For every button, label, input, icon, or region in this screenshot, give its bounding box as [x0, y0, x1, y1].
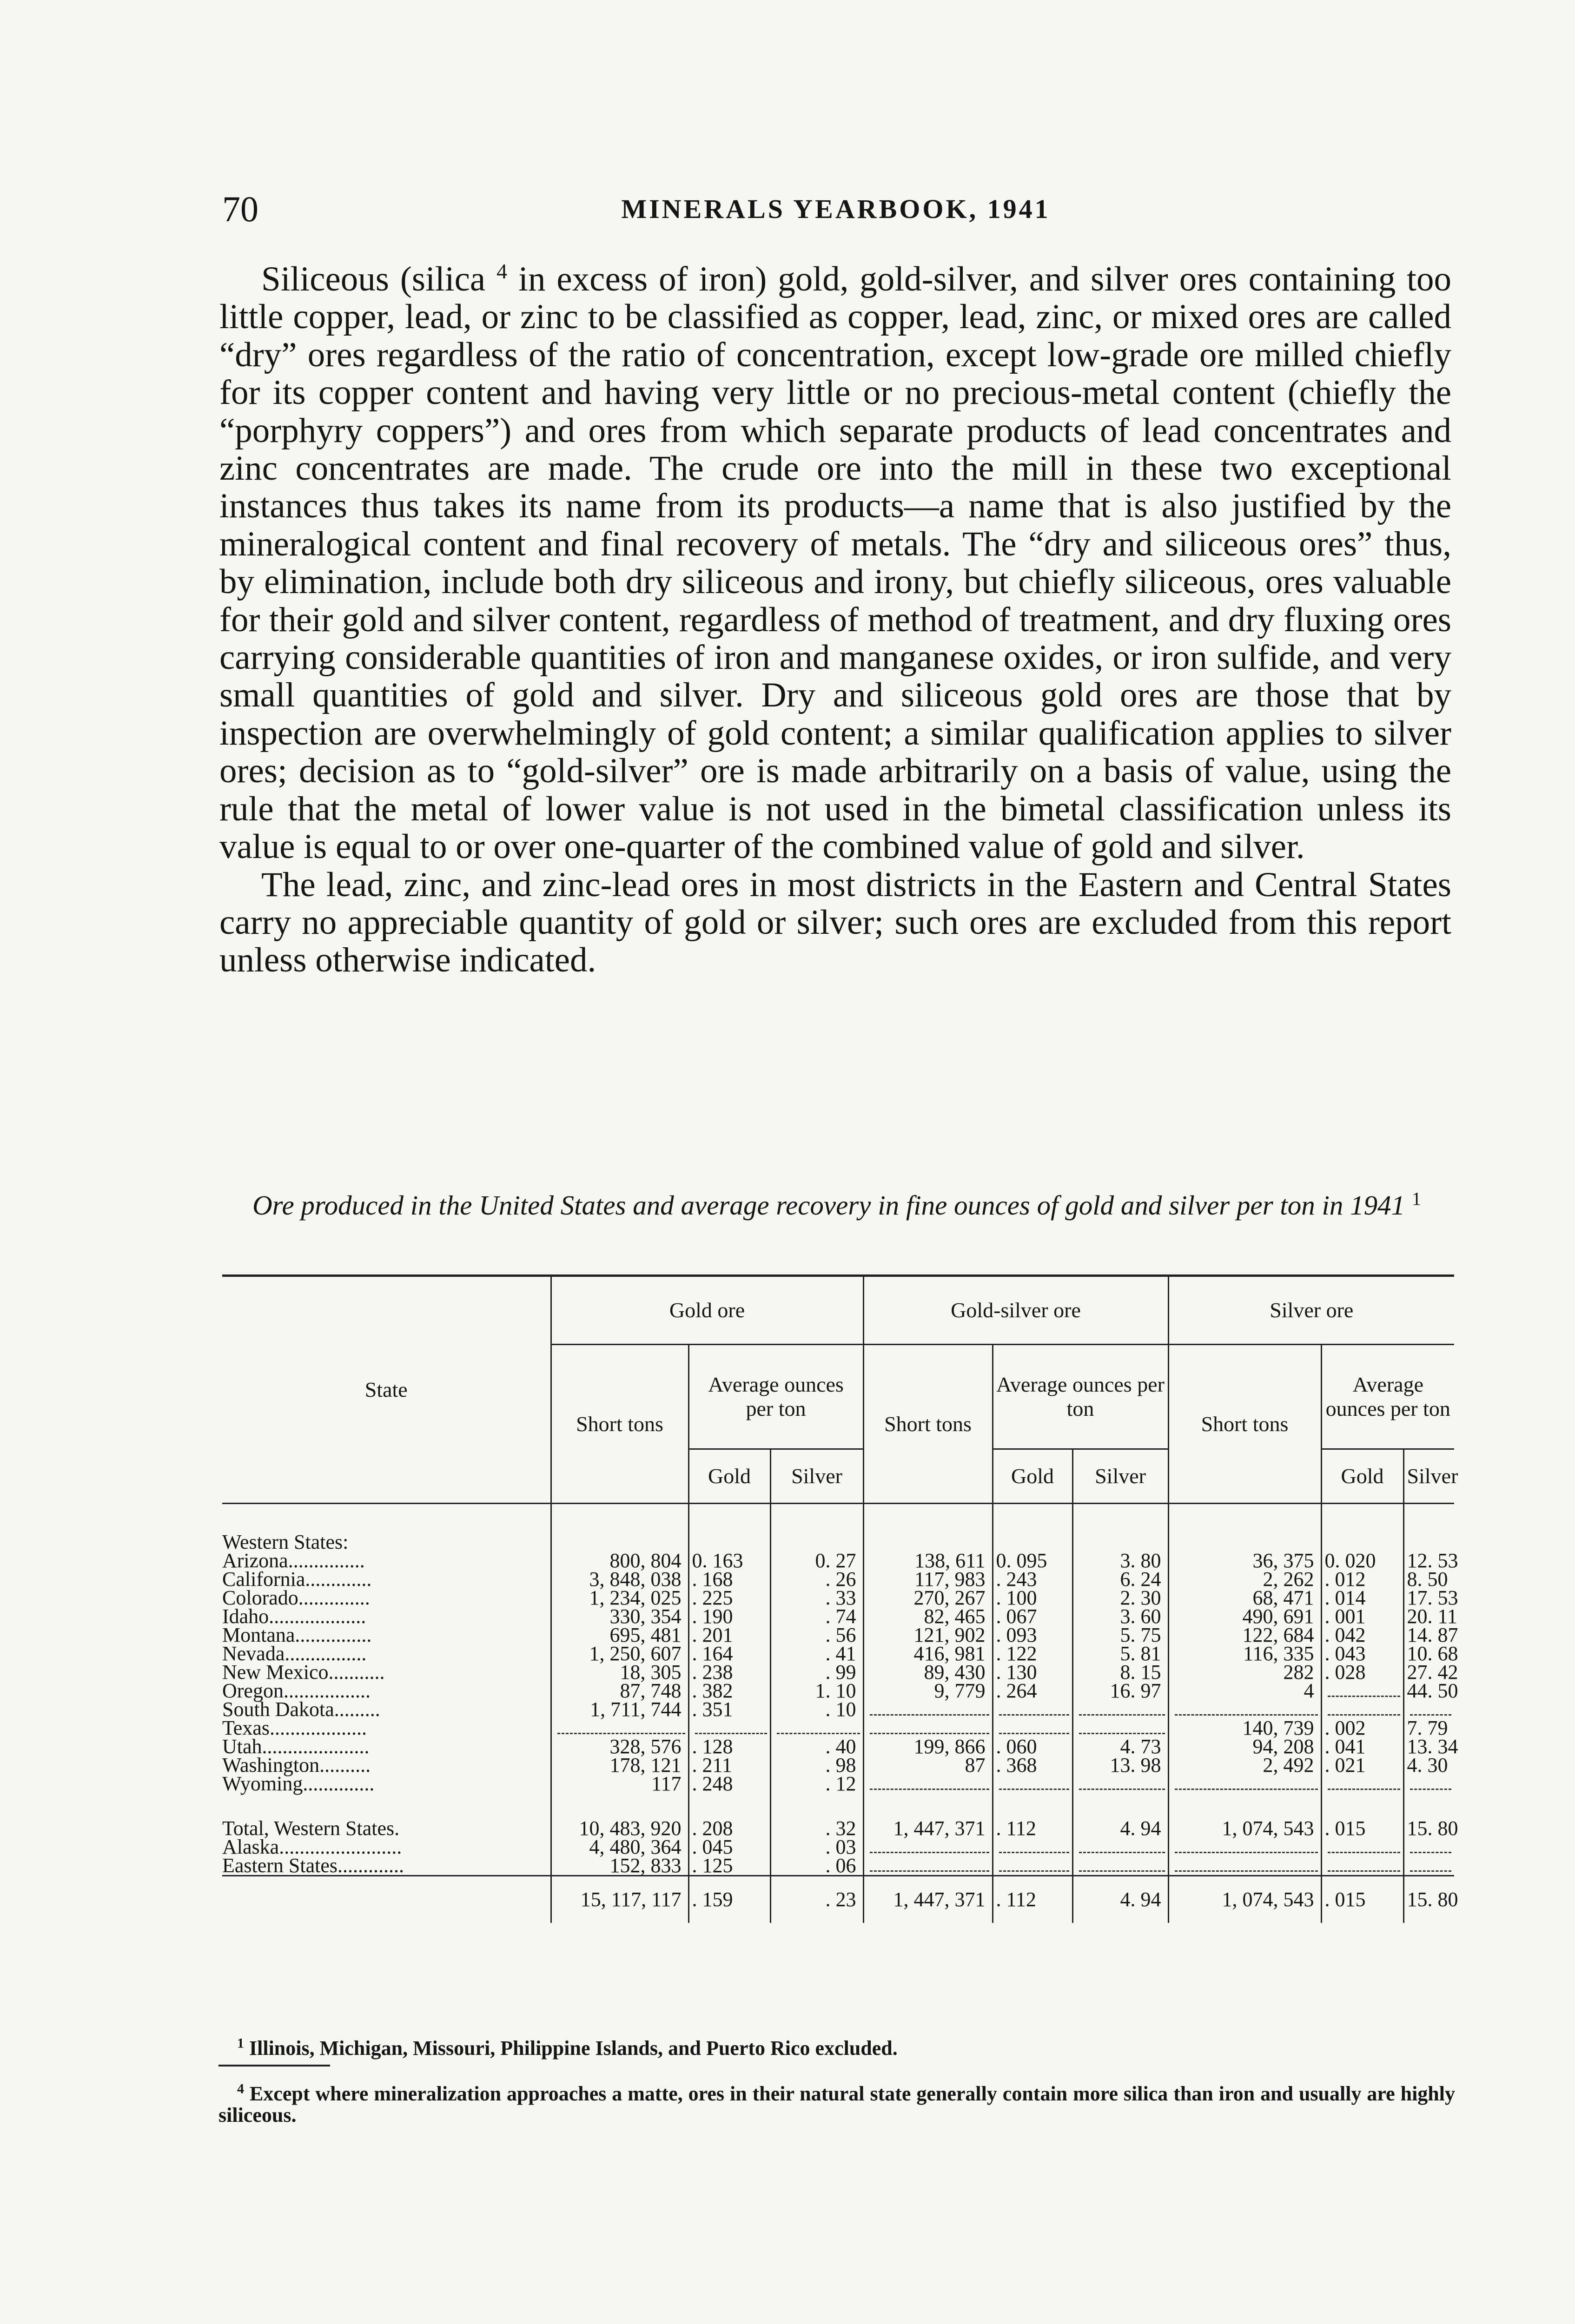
- header-gold-average: Average ounces per ton: [688, 1345, 863, 1449]
- value-cell: 16. 97: [1072, 1682, 1168, 1700]
- value-cell: 1, 447, 371: [863, 1819, 993, 1838]
- table-row: [222, 1756, 1454, 1775]
- value-cell: 3. 60: [1072, 1607, 1168, 1626]
- value-cell: [1168, 1838, 1321, 1856]
- running-title: MINERALS YEARBOOK, 1941: [621, 194, 1051, 224]
- value-cell: 0. 163: [688, 1552, 770, 1570]
- state-name: Nevada: [222, 1642, 285, 1665]
- value-cell: . 012: [1321, 1570, 1403, 1589]
- value-cell: [993, 1775, 1072, 1793]
- state-cell: [222, 1819, 551, 1838]
- value-cell: . 99: [770, 1663, 863, 1682]
- leader-dots: ...............: [288, 1549, 365, 1572]
- value-cell: 4, 480, 364: [551, 1838, 688, 1856]
- value-cell: [993, 1700, 1072, 1719]
- state-cell: [222, 1679, 551, 1702]
- empty-dash: [999, 1704, 1069, 1716]
- value-cell: . 125: [688, 1856, 770, 1876]
- empty-dash: [999, 1723, 1069, 1734]
- table-row: [222, 1819, 1454, 1838]
- header-silver-silver: Silver: [1403, 1449, 1454, 1504]
- value-cell: . 128: [688, 1737, 770, 1756]
- value-cell: 4: [1168, 1682, 1321, 1700]
- value-cell: [1072, 1838, 1168, 1856]
- value-cell: [1321, 1682, 1403, 1700]
- value-cell: . 060: [993, 1737, 1072, 1756]
- empty-dash: [1175, 1704, 1318, 1716]
- value-cell: 1, 250, 607: [551, 1644, 688, 1663]
- table-row: [222, 1856, 1454, 1876]
- leader-dots: ...........: [328, 1661, 385, 1684]
- value-cell: 20. 11: [1403, 1607, 1454, 1626]
- value-cell: [863, 1856, 993, 1876]
- value-cell: . 368: [993, 1756, 1072, 1775]
- value-cell: . 382: [688, 1682, 770, 1700]
- value-cell: 3. 80: [1072, 1552, 1168, 1570]
- group-row: [222, 1530, 1454, 1552]
- empty-dash: [1328, 1685, 1400, 1697]
- leader-dots: ..........: [319, 1754, 371, 1776]
- value-cell: [1321, 1700, 1403, 1719]
- value-cell: . 168: [688, 1570, 770, 1589]
- empty-dash: [777, 1723, 860, 1734]
- value-cell: . 351: [688, 1700, 770, 1719]
- value-cell: 695, 481: [551, 1626, 688, 1644]
- value-cell: [1168, 1700, 1321, 1719]
- empty-dash: [1328, 1860, 1400, 1872]
- page-header: [222, 184, 1449, 235]
- value-cell: [1321, 1838, 1403, 1856]
- value-cell: 6. 24: [1072, 1570, 1168, 1589]
- empty-dash: [1328, 1704, 1400, 1716]
- value-cell: 13. 34: [1403, 1737, 1454, 1756]
- value-cell: [1403, 1700, 1454, 1719]
- value-cell: 10. 68: [1403, 1644, 1454, 1663]
- state-cell: [222, 1626, 551, 1644]
- empty-dash: [1079, 1860, 1165, 1872]
- value-cell: 140, 739: [1168, 1719, 1321, 1737]
- header-state: State: [222, 1276, 551, 1504]
- empty-dash: [870, 1723, 989, 1734]
- ore-production-table: [222, 1274, 1458, 1923]
- empty-dash: [870, 1704, 989, 1716]
- state-name: New Mexico: [222, 1661, 329, 1684]
- table-row: [222, 1663, 1454, 1682]
- value-cell: . 06: [770, 1856, 863, 1876]
- value-cell: [688, 1719, 770, 1737]
- state-cell: [222, 1719, 551, 1737]
- header-gold-silver-ore: Gold-silver ore: [863, 1276, 1168, 1345]
- page-number: 70: [222, 189, 258, 229]
- paragraph-eastern-states: The lead, zinc, and zinc-lead ores in most districts in the Eastern and Central States carry no appreciable quantity of gold or silver; such ores are excluded from this report unless otherwise indicated.: [219, 865, 1451, 980]
- value-cell: 87: [863, 1756, 993, 1775]
- value-cell: 1, 074, 543: [1168, 1819, 1321, 1838]
- value-cell: 0. 020: [1321, 1552, 1403, 1570]
- value-cell: 7. 79: [1403, 1719, 1454, 1737]
- value-cell: 8. 15: [1072, 1663, 1168, 1682]
- empty-dash: [1410, 1860, 1452, 1872]
- table-row: [222, 1607, 1454, 1626]
- value-cell: . 041: [1321, 1737, 1403, 1756]
- empty-dash: [1328, 1778, 1400, 1790]
- value-cell: . 100: [993, 1589, 1072, 1607]
- value-cell: . 042: [1321, 1626, 1403, 1644]
- value-cell: . 98: [770, 1756, 863, 1775]
- value-cell: [770, 1719, 863, 1737]
- table-caption: [218, 1188, 1455, 1222]
- value-cell: . 201: [688, 1626, 770, 1644]
- value-cell: . 122: [993, 1644, 1072, 1663]
- value-cell: [1168, 1856, 1321, 1876]
- value-cell: [1072, 1856, 1168, 1876]
- state-cell: [222, 1737, 551, 1756]
- empty-dash: [999, 1778, 1069, 1790]
- value-cell: [1321, 1856, 1403, 1876]
- header-gs-silver: Silver: [1072, 1449, 1168, 1504]
- value-cell: 10, 483, 920: [551, 1819, 688, 1838]
- value-cell: . 33: [770, 1589, 863, 1607]
- caption-text: Ore produced in the United States and average recovery in fine ounces of gold and silver per ton in 1941: [252, 1190, 1405, 1221]
- value-cell: . 248: [688, 1775, 770, 1793]
- leader-dots: ...............: [295, 1624, 372, 1646]
- empty-dash: [870, 1860, 989, 1872]
- value-cell: 5. 75: [1072, 1626, 1168, 1644]
- value-cell: 27. 42: [1403, 1663, 1454, 1682]
- footnote-4: [218, 2083, 1455, 2126]
- value-cell: . 112: [993, 1819, 1072, 1838]
- state-cell: [222, 1586, 551, 1609]
- table-row: [222, 1838, 1454, 1856]
- value-cell: 178, 121: [551, 1756, 688, 1775]
- value-cell: 1, 447, 371: [863, 1876, 993, 1923]
- value-cell: [1403, 1856, 1454, 1876]
- footnote-marker: 4: [237, 2081, 244, 2097]
- table-row: [222, 1775, 1454, 1793]
- body-text: [219, 260, 1451, 979]
- state-name: Total, Western States: [222, 1817, 395, 1840]
- value-cell: 15. 80: [1403, 1876, 1454, 1923]
- value-cell: 82, 465: [863, 1607, 993, 1626]
- header-gold-gold: Gold: [688, 1449, 770, 1504]
- caption-footnote-ref[interactable]: 1: [1411, 1188, 1421, 1209]
- value-cell: 94, 208: [1168, 1737, 1321, 1756]
- value-cell: . 211: [688, 1756, 770, 1775]
- value-cell: . 015: [1321, 1876, 1403, 1923]
- value-cell: . 26: [770, 1570, 863, 1589]
- value-cell: . 264: [993, 1682, 1072, 1700]
- value-cell: 117, 983: [863, 1570, 993, 1589]
- value-cell: 117: [551, 1775, 688, 1793]
- header-gs-gold: Gold: [993, 1449, 1072, 1504]
- value-cell: 152, 833: [551, 1856, 688, 1876]
- value-cell: 87, 748: [551, 1682, 688, 1700]
- value-cell: 15, 117, 117: [551, 1876, 688, 1923]
- value-cell: . 74: [770, 1607, 863, 1626]
- paragraph-siliceous-ores: [219, 260, 1451, 866]
- state-cell: [222, 1549, 551, 1572]
- value-cell: . 015: [1321, 1819, 1403, 1838]
- empty-dash: [695, 1723, 767, 1734]
- value-cell: . 10: [770, 1700, 863, 1719]
- paragraph-text: in excess of iron) gold, gold-silver, and silver ores containing too little copper, lead, or zinc to be classified as copper, lead, zinc, or mixed ores are called “dry” ores regardless of the ratio of concentration, except low-grade ore milled chiefly for its copper content and having very little or no precious-metal content (chiefly the “porphyry coppers”) and ores from which separate products of lead concentrates and zinc concentrates are made. The crude ore into the mill in these two exceptional instances thus takes its name from its products—a name that is also justified by the mineralogical content and final recovery of metals. The “dry and siliceous ores” thus, by elimination, include both dry siliceous and irony, but chiefly siliceous, ores valuable for their gold and silver content, regardless of method of treatment, and dry fluxing ores carrying considerable quantities of iron and manganese oxides, or iron sulfide, and very small quantities of gold and silver. Dry and siliceous gold ores are those that by inspection are overwhelmingly of gold content; a similar qualification applies to silver ores; decision as to “gold-silver” ore is made arbitrarily on a basis of value, using the rule that the metal of lower value is not used in the bimetal classification unless its value is equal to or over one-quarter of the combined value of gold and silver.: [219, 260, 1451, 866]
- empty-dash: [1175, 1842, 1318, 1853]
- state-name: Eastern States: [222, 1854, 338, 1877]
- value-cell: . 021: [1321, 1756, 1403, 1775]
- empty-dash: [1410, 1778, 1452, 1790]
- value-cell: 116, 335: [1168, 1644, 1321, 1663]
- empty-dash: [1410, 1842, 1452, 1853]
- value-cell: 2. 30: [1072, 1589, 1168, 1607]
- value-cell: 121, 902: [863, 1626, 993, 1644]
- value-cell: . 043: [1321, 1644, 1403, 1663]
- header-silver-short-tons: Short tons: [1168, 1345, 1321, 1504]
- table-row: [222, 1589, 1454, 1607]
- value-cell: . 112: [993, 1876, 1072, 1923]
- value-cell: 18, 305: [551, 1663, 688, 1682]
- value-cell: . 014: [1321, 1589, 1403, 1607]
- value-cell: 5. 81: [1072, 1644, 1168, 1663]
- value-cell: [863, 1838, 993, 1856]
- footnote-divider: [218, 2065, 330, 2067]
- value-cell: 4. 73: [1072, 1737, 1168, 1756]
- footnote-marker: 1: [237, 2035, 244, 2051]
- empty-dash: [1410, 1704, 1452, 1716]
- header-gold-short-tons: Short tons: [551, 1345, 688, 1504]
- table-row: [222, 1719, 1454, 1737]
- table-body: [222, 1504, 1458, 1923]
- value-cell: . 238: [688, 1663, 770, 1682]
- value-cell: . 03: [770, 1838, 863, 1856]
- value-cell: 13. 98: [1072, 1756, 1168, 1775]
- value-cell: 330, 354: [551, 1607, 688, 1626]
- value-cell: . 23: [770, 1876, 863, 1923]
- state-cell: [222, 1756, 551, 1775]
- state-name: Washington: [222, 1754, 320, 1776]
- state-name: Idaho: [222, 1605, 269, 1628]
- value-cell: [1072, 1700, 1168, 1719]
- value-cell: . 41: [770, 1644, 863, 1663]
- value-cell: [993, 1856, 1072, 1876]
- state-cell: [222, 1644, 551, 1663]
- value-cell: 490, 691: [1168, 1607, 1321, 1626]
- value-cell: [863, 1775, 993, 1793]
- state-name: Arizona: [222, 1549, 288, 1572]
- table-row: [222, 1737, 1454, 1756]
- value-cell: 89, 430: [863, 1663, 993, 1682]
- state-name: California: [222, 1568, 305, 1591]
- value-cell: . 225: [688, 1589, 770, 1607]
- value-cell: 68, 471: [1168, 1589, 1321, 1607]
- state-cell: [222, 1772, 551, 1795]
- empty-dash: [999, 1860, 1069, 1872]
- value-cell: 12. 53: [1403, 1552, 1454, 1570]
- value-cell: 4. 94: [1072, 1819, 1168, 1838]
- leader-dots: .................: [283, 1679, 371, 1702]
- state-cell: [222, 1835, 551, 1858]
- value-cell: . 190: [688, 1607, 770, 1626]
- value-cell: 1. 10: [770, 1682, 863, 1700]
- value-cell: 328, 576: [551, 1737, 688, 1756]
- table-row: [222, 1682, 1454, 1700]
- empty-dash: [1079, 1704, 1165, 1716]
- table-row: [222, 1552, 1454, 1570]
- value-cell: 138, 611: [863, 1552, 993, 1570]
- value-cell: [1403, 1775, 1454, 1793]
- value-cell: . 56: [770, 1626, 863, 1644]
- header-gold-ore: Gold ore: [551, 1276, 863, 1345]
- leader-dots: .............: [305, 1568, 372, 1591]
- value-cell: [1321, 1775, 1403, 1793]
- value-cell: 416, 981: [863, 1644, 993, 1663]
- value-cell: 9, 779: [863, 1682, 993, 1700]
- header-gold-silver: Silver: [770, 1449, 863, 1504]
- state-name: Montana: [222, 1624, 295, 1646]
- value-cell: . 045: [688, 1838, 770, 1856]
- leader-dots: .: [394, 1817, 400, 1840]
- leader-dots: .........: [334, 1698, 380, 1721]
- value-cell: 2, 262: [1168, 1570, 1321, 1589]
- value-cell: 199, 866: [863, 1737, 993, 1756]
- header-silver-average: Average ounces per ton: [1321, 1345, 1454, 1449]
- ore-table-container: [222, 1274, 1458, 2053]
- value-cell: . 067: [993, 1607, 1072, 1626]
- empty-dash: [557, 1723, 685, 1734]
- value-cell: [1072, 1775, 1168, 1793]
- header-gs-short-tons: Short tons: [863, 1345, 993, 1504]
- value-cell: [993, 1719, 1072, 1737]
- footnote-text: Illinois, Michigan, Missouri, Philippine Islands, and Puerto Rico excluded.: [249, 2037, 898, 2060]
- empty-dash: [870, 1778, 989, 1790]
- table-row: [222, 1626, 1454, 1644]
- leader-dots: ..............: [298, 1586, 370, 1609]
- value-cell: 15. 80: [1403, 1819, 1454, 1838]
- state-name: Wyoming: [222, 1772, 303, 1795]
- value-cell: [993, 1838, 1072, 1856]
- leader-dots: .............: [338, 1854, 404, 1877]
- state-cell: [222, 1856, 551, 1876]
- value-cell: 2, 492: [1168, 1756, 1321, 1775]
- value-cell: . 32: [770, 1819, 863, 1838]
- table-row: [222, 1700, 1454, 1719]
- value-cell: [551, 1719, 688, 1737]
- value-cell: . 001: [1321, 1607, 1403, 1626]
- table-row: [222, 1644, 1454, 1663]
- empty-dash: [1328, 1842, 1400, 1853]
- value-cell: . 208: [688, 1819, 770, 1838]
- header-silver-ore: Silver ore: [1168, 1276, 1454, 1345]
- value-cell: 4. 94: [1072, 1876, 1168, 1923]
- leader-dots: ........................: [279, 1835, 402, 1858]
- value-cell: 122, 684: [1168, 1626, 1321, 1644]
- value-cell: 17. 53: [1403, 1589, 1454, 1607]
- state-name: Texas: [222, 1717, 270, 1739]
- leader-dots: .....................: [262, 1735, 370, 1758]
- value-cell: [1168, 1775, 1321, 1793]
- state-name: Colorado: [222, 1586, 298, 1609]
- header-silver-gold: Gold: [1321, 1449, 1403, 1504]
- value-cell: . 028: [1321, 1663, 1403, 1682]
- table-row: [222, 1570, 1454, 1589]
- value-cell: 0. 095: [993, 1552, 1072, 1570]
- footnote-1: [218, 2035, 1455, 2060]
- empty-dash: [1079, 1778, 1165, 1790]
- value-cell: . 130: [993, 1663, 1072, 1682]
- footnote-ref[interactable]: 4: [496, 259, 508, 283]
- state-cell: [222, 1700, 551, 1719]
- paragraph-text: Siliceous (silica: [261, 260, 486, 298]
- header-gs-average: Average ounces per ton: [993, 1345, 1168, 1449]
- value-cell: 36, 375: [1168, 1552, 1321, 1570]
- value-cell: . 12: [770, 1775, 863, 1793]
- empty-dash: [1175, 1778, 1318, 1790]
- value-cell: 1, 711, 744: [551, 1700, 688, 1719]
- value-cell: [863, 1719, 993, 1737]
- state-cell: [222, 1663, 551, 1682]
- value-cell: 4. 30: [1403, 1756, 1454, 1775]
- state-cell: [222, 1570, 551, 1589]
- empty-dash: [1079, 1842, 1165, 1853]
- value-cell: [1072, 1719, 1168, 1737]
- state-name: Alaska: [222, 1835, 279, 1858]
- value-cell: . 159: [688, 1876, 770, 1923]
- value-cell: 1, 234, 025: [551, 1589, 688, 1607]
- state-name: Oregon: [222, 1679, 284, 1702]
- state-cell: [222, 1876, 551, 1923]
- leader-dots: ...................: [269, 1605, 366, 1628]
- leader-dots: ................: [285, 1642, 367, 1665]
- value-cell: . 002: [1321, 1719, 1403, 1737]
- empty-dash: [870, 1842, 989, 1853]
- value-cell: 282: [1168, 1663, 1321, 1682]
- footnote-text: Except where mineralization approaches a matte, ores in their natural state generally contain more silica than iron and usually are highly siliceous.: [218, 2082, 1456, 2126]
- value-cell: . 243: [993, 1570, 1072, 1589]
- value-cell: 1, 074, 543: [1168, 1876, 1321, 1923]
- leader-dots: ...................: [270, 1717, 367, 1739]
- state-cell: [222, 1607, 551, 1626]
- state-name: South Dakota: [222, 1698, 334, 1721]
- empty-dash: [1079, 1723, 1165, 1734]
- value-cell: . 164: [688, 1644, 770, 1663]
- empty-dash: [999, 1842, 1069, 1853]
- leader-dots: ..............: [303, 1772, 375, 1795]
- group-label: Western States:: [222, 1531, 349, 1553]
- value-cell: 8. 50: [1403, 1570, 1454, 1589]
- value-cell: 0. 27: [770, 1552, 863, 1570]
- value-cell: [1403, 1838, 1454, 1856]
- value-cell: 270, 267: [863, 1589, 993, 1607]
- value-cell: 44. 50: [1403, 1682, 1454, 1700]
- value-cell: 3, 848, 038: [551, 1570, 688, 1589]
- value-cell: [863, 1700, 993, 1719]
- value-cell: . 40: [770, 1737, 863, 1756]
- state-name: Utah: [222, 1735, 262, 1758]
- value-cell: . 093: [993, 1626, 1072, 1644]
- value-cell: 14. 87: [1403, 1626, 1454, 1644]
- grand-total-row: [222, 1876, 1454, 1923]
- empty-dash: [1175, 1860, 1318, 1872]
- value-cell: 800, 804: [551, 1552, 688, 1570]
